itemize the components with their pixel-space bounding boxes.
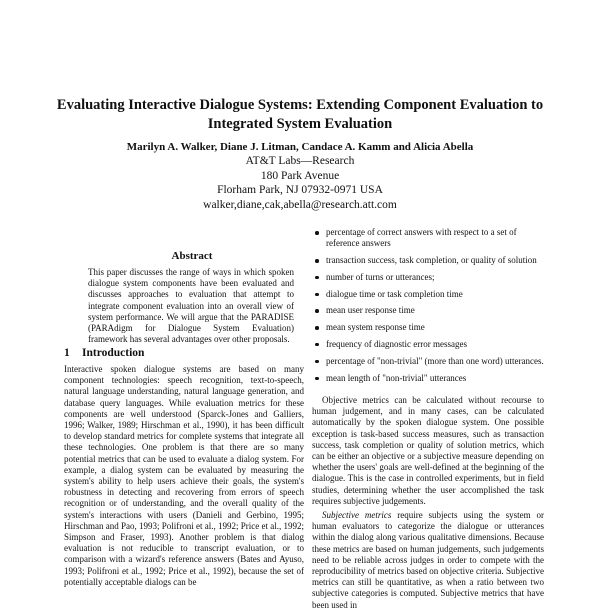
affiliation-city: Florham Park, NJ 07932-0971 USA bbox=[217, 184, 383, 196]
abstract-text: This paper discusses the range of ways in which spoken dialogue system components have been evaluated and discusses approaches to evaluation that attempt to integrate component evaluation into an overall view of system performance. We will argue that the PARADISE (PARAdigm for Dialogue System Evaluation) framework has several advantages over other proposals. bbox=[88, 267, 294, 345]
list-item bbox=[312, 322, 544, 333]
list-item-text: percentage of "non-trivial" (more than one word) utterances. bbox=[326, 355, 544, 366]
title-line-1: Evaluating Interactive Dialogue Systems: Extending Component Evaluation to bbox=[56, 97, 544, 113]
list-item bbox=[312, 289, 544, 300]
author-list bbox=[40, 140, 560, 154]
bullet-icon bbox=[315, 326, 319, 330]
bullet-icon bbox=[315, 276, 319, 280]
list-item-text: dialogue time or task completion time bbox=[326, 288, 463, 299]
section-number: 1 bbox=[64, 347, 70, 359]
list-item-text: frequency of diagnostic error messages bbox=[326, 338, 467, 349]
bullet-icon bbox=[315, 259, 319, 263]
list-item bbox=[312, 227, 544, 249]
list-item bbox=[312, 373, 544, 384]
affiliation-org: AT&T Labs—Research bbox=[245, 155, 355, 167]
affiliation-street: 180 Park Avenue bbox=[260, 169, 340, 182]
list-item-text: mean length of "non-trivial" utterances bbox=[326, 372, 467, 383]
introduction-text: Interactive spoken dialogue systems are based on many component technologies: speech recognition, text-to-speech, natural language understanding, natural language generation, and database query languages. While evaluation metrics for these components are well understood (Sparck-Jones and Galliers, 1996; Walker, 1989; Hirschman et al., 1990), it has been difficult to develop standard metrics for complete systems that integrate all these technologies. One problem is that there are so many potential metrics that can be used to evaluate a dialog system. For example, a dialog system can be evaluated by measuring the system's ability to help users achieve their goals, the system's robustness in detecting and recovering from errors of speech recognition or of understanding, and the overall quality of the system's interactions with users (Danieli and Gerbino, 1995; Hirschman and Pao, 1993; Polifroni et al., 1992; Price et al., 1992; Simpson and Fraser, 1993). Another problem is that dialog evaluation is not reducible to transcript evaluation, or to comparison with a wizard's reference answers (Bates and Ayuso, 1993; Polifroni et al., 1992; Price et al., 1992), because the set of potentially acceptable dialogs can be bbox=[64, 364, 304, 587]
list-item bbox=[312, 305, 544, 316]
affiliation-block bbox=[40, 154, 560, 212]
list-item bbox=[312, 339, 544, 350]
list-item-text: number of turns or utterances; bbox=[326, 271, 435, 282]
abstract-heading: Abstract bbox=[171, 250, 213, 262]
paper-title bbox=[40, 96, 560, 134]
list-item bbox=[312, 272, 544, 283]
bullet-icon bbox=[315, 343, 319, 347]
bullet-icon bbox=[315, 377, 319, 381]
list-item-text: mean user response time bbox=[326, 305, 415, 316]
bullet-icon bbox=[315, 293, 319, 297]
bullet-icon bbox=[315, 231, 319, 235]
list-item-text: percentage of correct answers with respect to a set of reference answers bbox=[326, 227, 517, 249]
list-item-text: transaction success, task completion, or quality of solution bbox=[326, 255, 537, 265]
subjective-metrics-text: require subjects using the system or human evaluators to categorize the dialogue or utterances within the dialog along various qualitative dimensions. Because these metrics are based on human judgements, such judgements need to be reliable across judges in order to compete with the reproducibility of metrics based on objective criteria. Subjective metrics can still be quantitative, as when a ratio between two subjective categories is computed. Subjective metrics that have been used in bbox=[312, 510, 544, 610]
authors-text: Marilyn A. Walker, Diane J. Litman, Candace A. Kamm and Alicia Abella bbox=[126, 141, 474, 153]
list-item bbox=[312, 356, 544, 367]
affiliation-email: walker,diane,cak,abella@research.att.com bbox=[203, 198, 397, 211]
bullet-icon bbox=[315, 360, 319, 364]
bullet-icon bbox=[315, 309, 319, 313]
subjective-metrics-paragraph bbox=[312, 510, 544, 611]
subjective-metrics-term: Subjective metrics bbox=[322, 510, 392, 520]
section-title: Introduction bbox=[82, 347, 145, 359]
metrics-bullet-list bbox=[312, 227, 544, 389]
title-line-2: Integrated System Evaluation bbox=[207, 116, 393, 132]
list-item-text: mean system response time bbox=[326, 322, 425, 333]
list-item bbox=[312, 255, 544, 266]
objective-metrics-paragraph: Objective metrics can be calculated without recourse to human judgement, and in many cases, can be calculated automatically by the spoken dialogue system. One possible exception is task-based success measures, such as transaction success, task completion or quality of solution metrics, which can be either an objective or a subjective measure depending on whether the users' goals are well-defined at the beginning of the dialogue. This is the case in controlled experiments, but in field studies, determining whether the user accomplished the task requires subjective judgements. bbox=[312, 395, 544, 506]
section-heading-introduction bbox=[64, 347, 144, 359]
